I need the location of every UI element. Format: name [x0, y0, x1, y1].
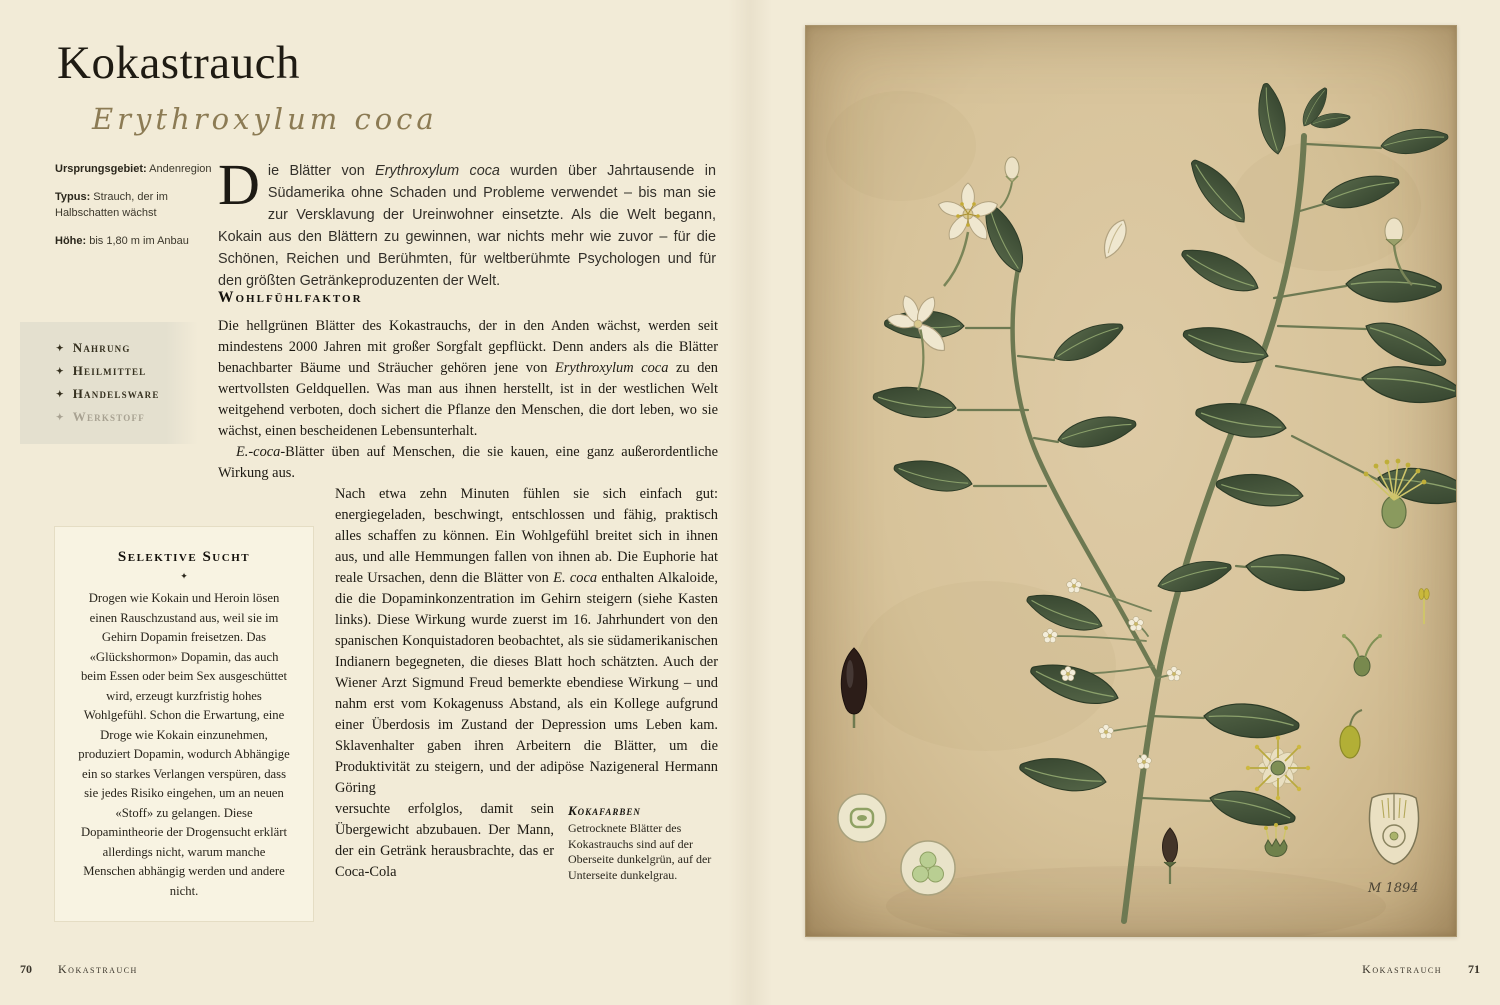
- fact-value: Strauch, der im Halbschatten wächst: [55, 191, 168, 219]
- sidebar-box-text: Drogen wie Kokain und Heroin lösen einen Rauschzustand aus, weil sie im Gehirn Dopamin freisetzen. Das «Glückshormon» Dopamin, das auch beim Essen oder beim Sex ausgeschüttet wird, erzeugt kurzfristig hohes Wohlgefühl. Schon die Erwartung, eine Droge wie Kokain einzunehmen, produziert Dopamin, wodurch Abhängige ein so starkes Verlangen verspüren, dass sie jedes Risiko eingehen, um an neuen «Stoff» zu gelangen. Diese Dopamintheorie der Drogensucht erklärt allerdings nicht, warum manche Menschen abhängig werden und andere nicht.: [78, 591, 290, 898]
- dropcap: D: [218, 152, 260, 217]
- botanical-illustration: [806, 26, 1456, 936]
- fact-type: [55, 190, 220, 221]
- running-title: Kokastrauch: [1362, 962, 1442, 976]
- color-note-box: [568, 803, 718, 883]
- sidebar-box-selective-addiction: [55, 527, 313, 921]
- tag-label: Nahrung: [72, 340, 131, 355]
- diamond-icon: ✦: [56, 366, 65, 376]
- body-paragraph: E.-coca-Blätter üben auf Menschen, die sie kauen, eine ganz außerordentliche Wirkung aus.: [218, 444, 718, 481]
- section-heading: Wohlfühlfaktor: [218, 289, 363, 306]
- body-paragraph: Die hellgrünen Blätter des Kokastrauchs, der in den Anden wächst, werden seit mindestens 2000 Jahren mit großer Sorgfalt gepflückt. Denn anders als die Blätter benachbarter Bäume und Sträucher gehören jene von Erythroxylum coca zu den wertvollsten Geldquellen. Was man aus ihnen herstellt, ist in der westlichen Welt weitgehend verboten, doch sichert die Pflanze den Menschen, die dort leben, wo sie wächst, einen bescheidenen Lebensunterhalt.: [218, 318, 719, 439]
- fact-value: bis 1,80 m im Anbau: [86, 235, 189, 248]
- color-note-text: Getrocknete Blätter des Kokastrauchs sind auf der Oberseite dunkelgrün, auf der Unterseite dunkelgrau.: [568, 821, 712, 882]
- anther-detail: [1419, 589, 1429, 625]
- coca-leaf: [1055, 410, 1138, 453]
- coca-leaf: [1379, 125, 1449, 157]
- tag-label: Handelsware: [72, 386, 160, 401]
- botanical-plate: [805, 25, 1457, 937]
- calyx-detail: [1264, 823, 1288, 857]
- fact-label: Typus:: [55, 191, 91, 204]
- page-title: Kokastrauch: [57, 37, 301, 89]
- intro-text: ie Blätter von Erythroxylum coca wurden über Jahrtausende in Südamerika ohne Schaden und Probleme verwendet – bis man sie zur Versklavung der Ureinwohner einsetzte. Als die Welt begann, Kokain aus den Blättern zu gewinnen, war nichts mehr wie zuvor – für die Schönen, Reichen und Berühmten, für weltberühmte Psychologen und für den größten Getränkeproduzenten der Welt.: [218, 163, 716, 289]
- tag-werkstoff: [56, 406, 198, 429]
- flower-side-detail: [879, 284, 970, 391]
- intro-paragraph: [218, 152, 716, 292]
- fact-value: Andenregion: [146, 163, 212, 175]
- article-narrow-column: [335, 484, 718, 883]
- coca-leaf: [1360, 361, 1456, 409]
- fact-origin: [55, 162, 220, 177]
- tag-handelsware: [56, 383, 198, 406]
- page-number: 71: [1468, 962, 1480, 976]
- tag-nahrung: [56, 337, 198, 360]
- sidebar-box-title: Selektive Sucht: [117, 549, 251, 565]
- diamond-icon: ✦: [180, 571, 188, 581]
- coca-leaf: [1017, 752, 1108, 797]
- fact-height: [55, 234, 220, 249]
- left-footer: [20, 962, 138, 977]
- pistil-detail: [1342, 634, 1382, 676]
- coca-leaf: [1253, 81, 1290, 156]
- coca-leaf: [1244, 549, 1347, 597]
- coca-leaf: [1202, 700, 1300, 743]
- body-paragraph: versuchte erfolglos, damit sein Übergewicht abzubauen. Der Mann, der ein Getränk herausbrachte, das er Coca-Cola: [335, 801, 554, 880]
- page-gutter-shadow: [728, 0, 772, 1005]
- fruit-detail: [1340, 710, 1362, 758]
- species-name-script: Erythroxylum coca: [92, 102, 438, 136]
- fact-label: Ursprungsgebiet:: [55, 163, 147, 175]
- tag-label: Heilmittel: [72, 363, 147, 378]
- coca-leaf: [1193, 397, 1289, 444]
- petal-detail: [1098, 216, 1131, 261]
- coca-leaf: [891, 454, 974, 497]
- tag-label: Werkstoff: [72, 409, 145, 424]
- color-note-title: Kokafarben: [568, 803, 641, 818]
- flower-stamen-dissection: [1246, 736, 1310, 800]
- coca-leaf: [1155, 554, 1235, 599]
- fruit-cross-section-detail: [838, 794, 886, 842]
- coca-leaf: [1214, 469, 1305, 511]
- artist-signature: M 1894: [1368, 881, 1419, 896]
- diamond-icon: ✦: [56, 412, 65, 422]
- tag-heilmittel: [56, 360, 198, 383]
- uses-tag-band: [20, 322, 198, 444]
- coca-leaf: [871, 382, 958, 422]
- body-paragraph: Nach etwa zehn Minuten fühlen sie sich einfach gut: energiegeladen, beschwingt, entschlossen und fähig, praktisch alles schaffen zu können. Ein Wohlgefühl breitet sich in ihnen aus, und alle Hemmungen fallen von ihnen ab. Die Euphorie hat reale Ursachen, denn die Blätter von E. coca enthalten Alkaloide, die die Dopaminkonzentration im Gehirn steigern (siehe Kasten links). Diese Wirkung wurde zuerst im 16. Jahrhundert von den spanischen Konquistadoren beobachtet, als sie südamerikanischen Indianern begegneten, die dieses Blatt hoch schätzten. Auch der Wiener Arzt Sigmund Freud bemerkte ebendiese Wirkung – und nahm erst vom Kokagenuss Abstand, als ein Kollege aufgrund einer Überdosis im Zustand der Depression ums Leben kam. Sklavenhalter gaben ihren Arbeitern die Blätter, um die Produktivität zu steigern, und der adipöse Nazigeneral Hermann Göring: [335, 486, 718, 796]
- cut-flower-diagram: [1369, 794, 1418, 865]
- facts-list: [55, 162, 220, 263]
- right-footer: [1362, 962, 1480, 977]
- coca-leaf: [1176, 240, 1264, 301]
- diamond-icon: ✦: [56, 343, 65, 353]
- paper-stains: [826, 91, 1421, 936]
- running-title: Kokastrauch: [58, 962, 138, 976]
- coca-leaf: [1206, 783, 1298, 833]
- seed-cross-section-detail: [901, 841, 955, 895]
- coca-leaf: [1345, 268, 1441, 304]
- coca-leaf: [1049, 314, 1128, 369]
- page-number: 70: [20, 962, 32, 976]
- diamond-icon: ✦: [56, 389, 65, 399]
- fact-label: Höhe:: [55, 235, 87, 248]
- bud-detail: [1000, 157, 1019, 208]
